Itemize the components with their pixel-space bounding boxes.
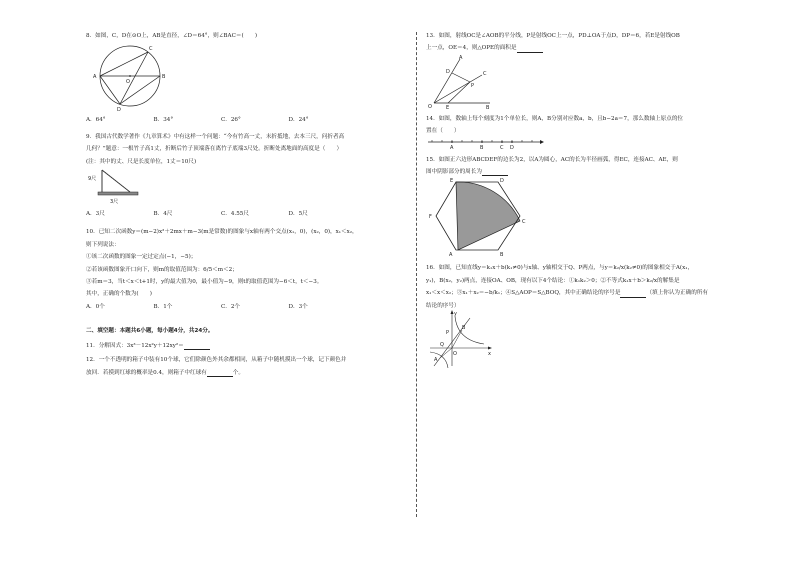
q13-label-b: B xyxy=(486,104,490,109)
q9-option-d: D．5尺 xyxy=(288,211,308,218)
q16-stem-1: 16．如图，已知直线y＝k₁x＋b(k₁≠0)与x轴、y轴相交于Q、P两点，与y＝k₂/x(k₂≠0)的图象相交于A(x₁， xyxy=(426,265,694,272)
section-fill-in-title: 二、填空题：本题共6小题，每小题4分，共24分。 xyxy=(86,328,214,335)
q8-label-o: O xyxy=(126,79,130,86)
q12-text: 放回．若摸到红球的概率是0.4，则箱子中红球有 xyxy=(86,369,207,376)
q9-option-b: B．4尺 xyxy=(153,211,173,218)
left-column xyxy=(86,32,408,377)
q10-option-d: D．3个 xyxy=(288,303,308,310)
q10-option-a: A．0个 xyxy=(86,303,105,310)
q13-label-a: A xyxy=(459,54,463,61)
q8-option-d: D．24° xyxy=(288,117,309,124)
q9-option-a: A．3尺 xyxy=(86,211,105,218)
q9-note: (注：其中的丈、尺是长度单位，1丈＝10尺) xyxy=(86,158,197,165)
q13-label-c: C xyxy=(483,70,487,77)
q16-label-a: A xyxy=(434,357,438,364)
q10-statement-3: ③若m＝3，当t＜x＜t+1时，y的最大值为0，最小值为−9，则t的取值范围为−6＜t，t＜−3。 xyxy=(86,279,323,286)
q9-option-c: C．4.55尺 xyxy=(221,211,249,218)
right-column xyxy=(426,32,751,370)
q12-stem-2 xyxy=(86,369,408,377)
column-divider xyxy=(416,32,417,517)
q10-stem-1: 10．已知二次函数y＝(m−2)x²＋2mx＋m−3(m是常数)的图象与x轴有两个交点(x₁，0)，(x₂，0)，x₁＜x₂， xyxy=(86,229,358,236)
q13-label-p: P xyxy=(471,82,475,89)
q10-option-c: C．2个 xyxy=(221,303,241,310)
q8-label-d: D xyxy=(117,107,121,113)
q11-answer-blank[interactable] xyxy=(184,343,210,350)
q13-angle-figure xyxy=(426,53,506,109)
q11-text: 11．分解因式：3x³－12x²y＋12xy²＝ xyxy=(86,342,184,349)
q16-stem-4: 结论的序号） xyxy=(426,302,460,309)
q16-stem-3 xyxy=(426,289,751,297)
q10-stem-2: 则下列说法： xyxy=(86,241,120,248)
q16-label-b: B xyxy=(462,325,466,332)
q14-label-b: B xyxy=(480,144,484,150)
q9-label-height: 9尺 xyxy=(88,176,97,183)
q9-options xyxy=(86,210,356,218)
q10-statement-1: ①该二次函数的图象一定过定点(−1，−5)； xyxy=(86,254,197,261)
q14-number-line xyxy=(426,136,546,150)
q13-stem-1: 13．如图，射线OC是∠AOB的平分线，P是射线OC上一点，PD⊥OA于点D，DP＝6，若E是射线OB xyxy=(426,33,680,39)
q9-stem-1: 9．我国古代数学著作《九章算术》中有这样一个问题：“今有竹高一丈，末折抵地，去本三尺，问折者高 xyxy=(86,133,345,140)
q10-statement-4: 其中，正确的个数为( ) xyxy=(86,291,152,298)
q16-stem-2: y₁)，B(x₂，y₂)两点，连接OA、OB，现有以下4个结论：①k₁k₂＞0；②不等式k₁x＋b＞k₂/x的解集是 xyxy=(426,277,680,284)
q11-stem xyxy=(86,342,408,350)
q15-answer-blank[interactable] xyxy=(482,169,508,176)
q16-label-o: O xyxy=(453,351,457,358)
q10-options xyxy=(86,303,356,311)
q9-label-base: 3尺 xyxy=(110,199,119,206)
q16-label-q: Q xyxy=(440,342,444,349)
q13-label-o: O xyxy=(428,103,432,109)
q14-stem-1: 14．如图，数轴上每个刻度为1个单位长，则A，B分别对应数a，b，且b−2a＝7，那么数轴上原点的位 xyxy=(426,115,684,122)
q15-label-d: D xyxy=(500,178,504,185)
q16-label-p: P xyxy=(446,330,450,337)
q13-answer-blank[interactable] xyxy=(517,46,543,53)
q8-stem: 8．如图，C，D在⊙O上，AB是直径，∠D＝64°，则∠BAC＝( ) xyxy=(86,33,258,39)
q12-unit: 个。 xyxy=(232,369,244,376)
q15-label-f: F xyxy=(429,214,432,221)
q14-label-c: C xyxy=(500,144,504,150)
q15-label-b: B xyxy=(500,252,504,259)
q16-answer-blank[interactable] xyxy=(620,291,646,298)
q9-stem-2: 几何？”题意：一根竹子高1丈，折断后竹子顶端落在离竹子底端3尺处。折断处离地面的高度是（ ） xyxy=(86,146,343,153)
q14-label-a: A xyxy=(450,144,454,150)
q8-circle-figure xyxy=(86,40,196,112)
q12-stem-1: 12．一个不透明的箱子中装有10个球，它们除颜色外其余都相同，从箱子中随机摸出一个球，记下颜色并 xyxy=(86,357,347,364)
q14-label-d: D xyxy=(510,144,514,150)
q8-option-c: C．26° xyxy=(221,117,241,124)
q10-statement-2: ②若该函数图象开口向下，则m的取值范围为：6/5＜m＜2； xyxy=(86,266,238,273)
q16-label-y: y xyxy=(454,311,457,318)
q13-text: 上一点，OE＝4，则△OPE的面积是 xyxy=(426,45,517,52)
q15-label-c: C xyxy=(522,219,526,226)
q16-function-figure xyxy=(426,310,496,370)
q8-label-c: C xyxy=(149,46,153,53)
q13-stem-2 xyxy=(426,44,751,52)
q13-label-e: E xyxy=(446,104,450,109)
q9-bamboo-figure xyxy=(86,166,176,206)
q12-answer-blank[interactable] xyxy=(207,370,233,377)
q15-text: 图中阴影部分的周长为 xyxy=(426,169,482,176)
q8-option-b: B．34° xyxy=(153,117,174,124)
q16-label-x: x xyxy=(488,351,491,358)
q15-stem-1: 15．如图正六边形ABCDEF的边长为2，以A为圆心，AC的长为半径画弧，得EC，连接AC、AE，则 xyxy=(426,156,678,163)
q15-label-e: E xyxy=(450,178,454,185)
q15-label-a: A xyxy=(449,252,453,259)
q8-label-a: A xyxy=(93,74,97,81)
q15-stem-2 xyxy=(426,168,751,176)
q10-option-b: B．1个 xyxy=(153,303,173,310)
q14-stem-2: 置在（ ） xyxy=(426,128,460,135)
q15-hexagon-figure xyxy=(426,176,536,258)
q8-option-a: A．64° xyxy=(86,117,106,124)
q8-label-b: B xyxy=(162,74,166,81)
q8-options xyxy=(86,116,356,124)
q16-text-tail: （填上你认为正确的所有 xyxy=(646,290,708,297)
q16-text: x₁＜x＜x₂；③x₁＋x₂＝−b/k₁；④S△AOP＝S△BOQ，其中正确结论的序号是 xyxy=(426,290,621,297)
q13-label-d: D xyxy=(446,68,450,75)
